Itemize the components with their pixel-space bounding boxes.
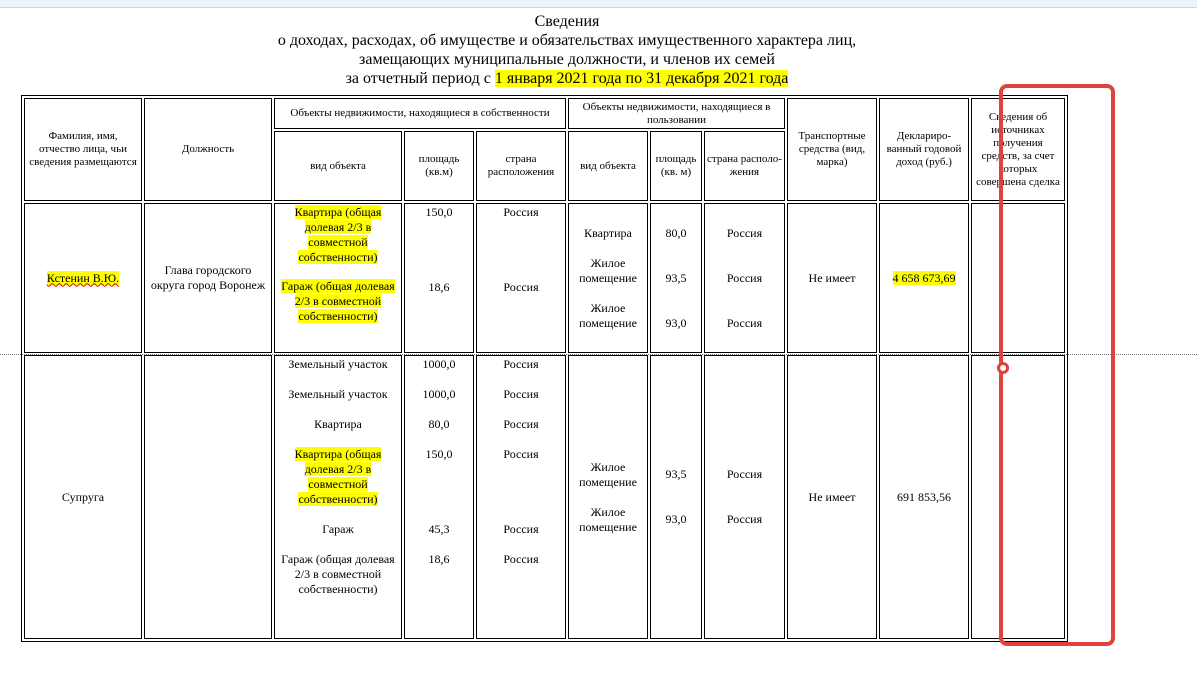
cell-position xyxy=(144,355,272,639)
header-used-type: вид объекта xyxy=(568,131,648,201)
used-type-item: Квартира xyxy=(584,225,632,240)
used-type-item: Жилое помещение xyxy=(579,459,637,489)
header-income: Деклариро-ванный годовой доход (руб.) xyxy=(879,98,969,201)
owned-type-item: Гараж (общая долевая 2/3 в совместной собственности) xyxy=(281,279,395,323)
header-row-1 xyxy=(24,98,1065,129)
table-row xyxy=(24,203,1065,353)
annotation-handle[interactable] xyxy=(997,362,1009,374)
owned-area-item: 1000,0 xyxy=(422,387,456,401)
title-line-4 xyxy=(0,69,1134,88)
owned-area-item: 18,6 xyxy=(428,552,450,566)
owned-area-item: 150,0 xyxy=(425,447,453,461)
header-owned-type: вид объекта xyxy=(274,131,402,201)
header-used-group: Объекты недвижимости, находящиеся в пользовании xyxy=(568,98,785,129)
owned-country-item: Россия xyxy=(503,387,539,401)
cell-used-types xyxy=(568,203,648,353)
cell-used-countries xyxy=(704,355,785,639)
header-transport: Транспортные средства (вид, марка) xyxy=(787,98,877,201)
owned-area-item: 1000,0 xyxy=(422,357,456,371)
owned-country-item: Россия xyxy=(503,447,539,461)
used-country-item: Россия xyxy=(726,315,763,330)
cell-owned-countries xyxy=(476,203,566,353)
header-used-area: площадь (кв. м) xyxy=(650,131,702,201)
cell-income: 691 853,56 xyxy=(879,355,969,639)
header-position: Должность xyxy=(144,98,272,201)
cell-owned-types xyxy=(274,355,402,639)
table-row xyxy=(24,355,1065,639)
owned-type-item: Квартира xyxy=(314,417,362,431)
owned-type-item: Земельный участок xyxy=(288,387,388,401)
used-country-item: Россия xyxy=(726,225,763,240)
owned-country-item: Россия xyxy=(503,357,539,371)
used-country-item: Россия xyxy=(726,512,763,526)
header-used-country: страна располо-жения xyxy=(704,131,785,201)
cell-owned-areas xyxy=(404,203,474,353)
cell-position: Глава городского округа город Воронеж xyxy=(144,203,272,353)
title-period-prefix: за отчетный период с xyxy=(345,70,495,87)
window-top-strip xyxy=(0,0,1197,8)
cell-owned-countries xyxy=(476,355,566,639)
header-sources: Сведения об источниках получения средств, за счет которых совершена сделка xyxy=(971,98,1065,201)
official-income: 4 658 673,69 xyxy=(892,270,956,285)
cell-owned-types xyxy=(274,203,402,353)
header-name: Фамилия, имя, отчество лица, чьи сведения размещаются xyxy=(24,98,142,201)
cell-used-areas xyxy=(650,203,702,353)
cell-used-areas xyxy=(650,355,702,639)
cell-name xyxy=(24,203,142,353)
owned-type-item: Гараж xyxy=(322,522,354,536)
cell-transport: Не имеет xyxy=(787,203,877,353)
owned-country-item: Россия xyxy=(503,280,539,294)
used-area-item: 93,5 xyxy=(665,270,687,285)
header-owned-group: Объекты недвижимости, находящиеся в собственности xyxy=(274,98,566,129)
page-break-line xyxy=(0,354,1197,355)
used-area-item: 80,0 xyxy=(665,225,687,240)
owned-area-item: 80,0 xyxy=(428,417,450,431)
owned-area-item: 45,3 xyxy=(428,522,450,536)
owned-area-item: 18,6 xyxy=(428,280,450,294)
cell-transport: Не имеет xyxy=(787,355,877,639)
owned-type-item: Квартира (общая долевая 2/3 в совместной собственности) xyxy=(294,205,382,264)
cell-used-countries xyxy=(704,203,785,353)
income-declaration-table xyxy=(21,95,1068,642)
used-type-item: Жилое помещение xyxy=(579,255,637,285)
cell-used-types xyxy=(568,355,648,639)
owned-type-item: Квартира (общая долевая 2/3 в совместной собственности) xyxy=(294,447,382,506)
owned-area-item: 150,0 xyxy=(425,205,453,219)
cell-income xyxy=(879,203,969,353)
title-line-2: о доходах, расходах, об имуществе и обязательствах имущественного характера лиц, xyxy=(277,32,857,49)
title-period-highlight: 1 января 2021 года по 31 декабря 2021 года xyxy=(494,70,789,87)
owned-country-item: Россия xyxy=(503,552,539,566)
owned-country-item: Россия xyxy=(503,417,539,431)
owned-type-item: Земельный участок xyxy=(288,357,388,371)
official-name: Кстенин В.Ю. xyxy=(46,270,120,285)
used-type-item: Жилое помещение xyxy=(579,300,637,330)
used-area-item: 93,0 xyxy=(665,315,687,330)
used-country-item: Россия xyxy=(726,467,763,481)
owned-country-item: Россия xyxy=(503,522,539,536)
cell-sources xyxy=(971,355,1065,639)
header-owned-area: площадь (кв.м) xyxy=(404,131,474,201)
document-title xyxy=(0,12,1134,88)
used-area-item: 93,5 xyxy=(665,467,687,481)
title-line-1: Сведения xyxy=(534,13,600,30)
header-owned-country: страна расположения xyxy=(476,131,566,201)
owned-country-item: Россия xyxy=(503,205,539,219)
title-line-3: замещающих муниципальные должности, и членов их семей xyxy=(359,51,775,68)
cell-name: Супруга xyxy=(24,355,142,639)
used-country-item: Россия xyxy=(726,270,763,285)
owned-type-item: Гараж (общая долевая 2/3 в совместной собственности) xyxy=(281,552,395,596)
used-area-item: 93,0 xyxy=(665,512,687,526)
used-type-item: Жилое помещение xyxy=(579,504,637,534)
cell-sources xyxy=(971,203,1065,353)
cell-owned-areas xyxy=(404,355,474,639)
